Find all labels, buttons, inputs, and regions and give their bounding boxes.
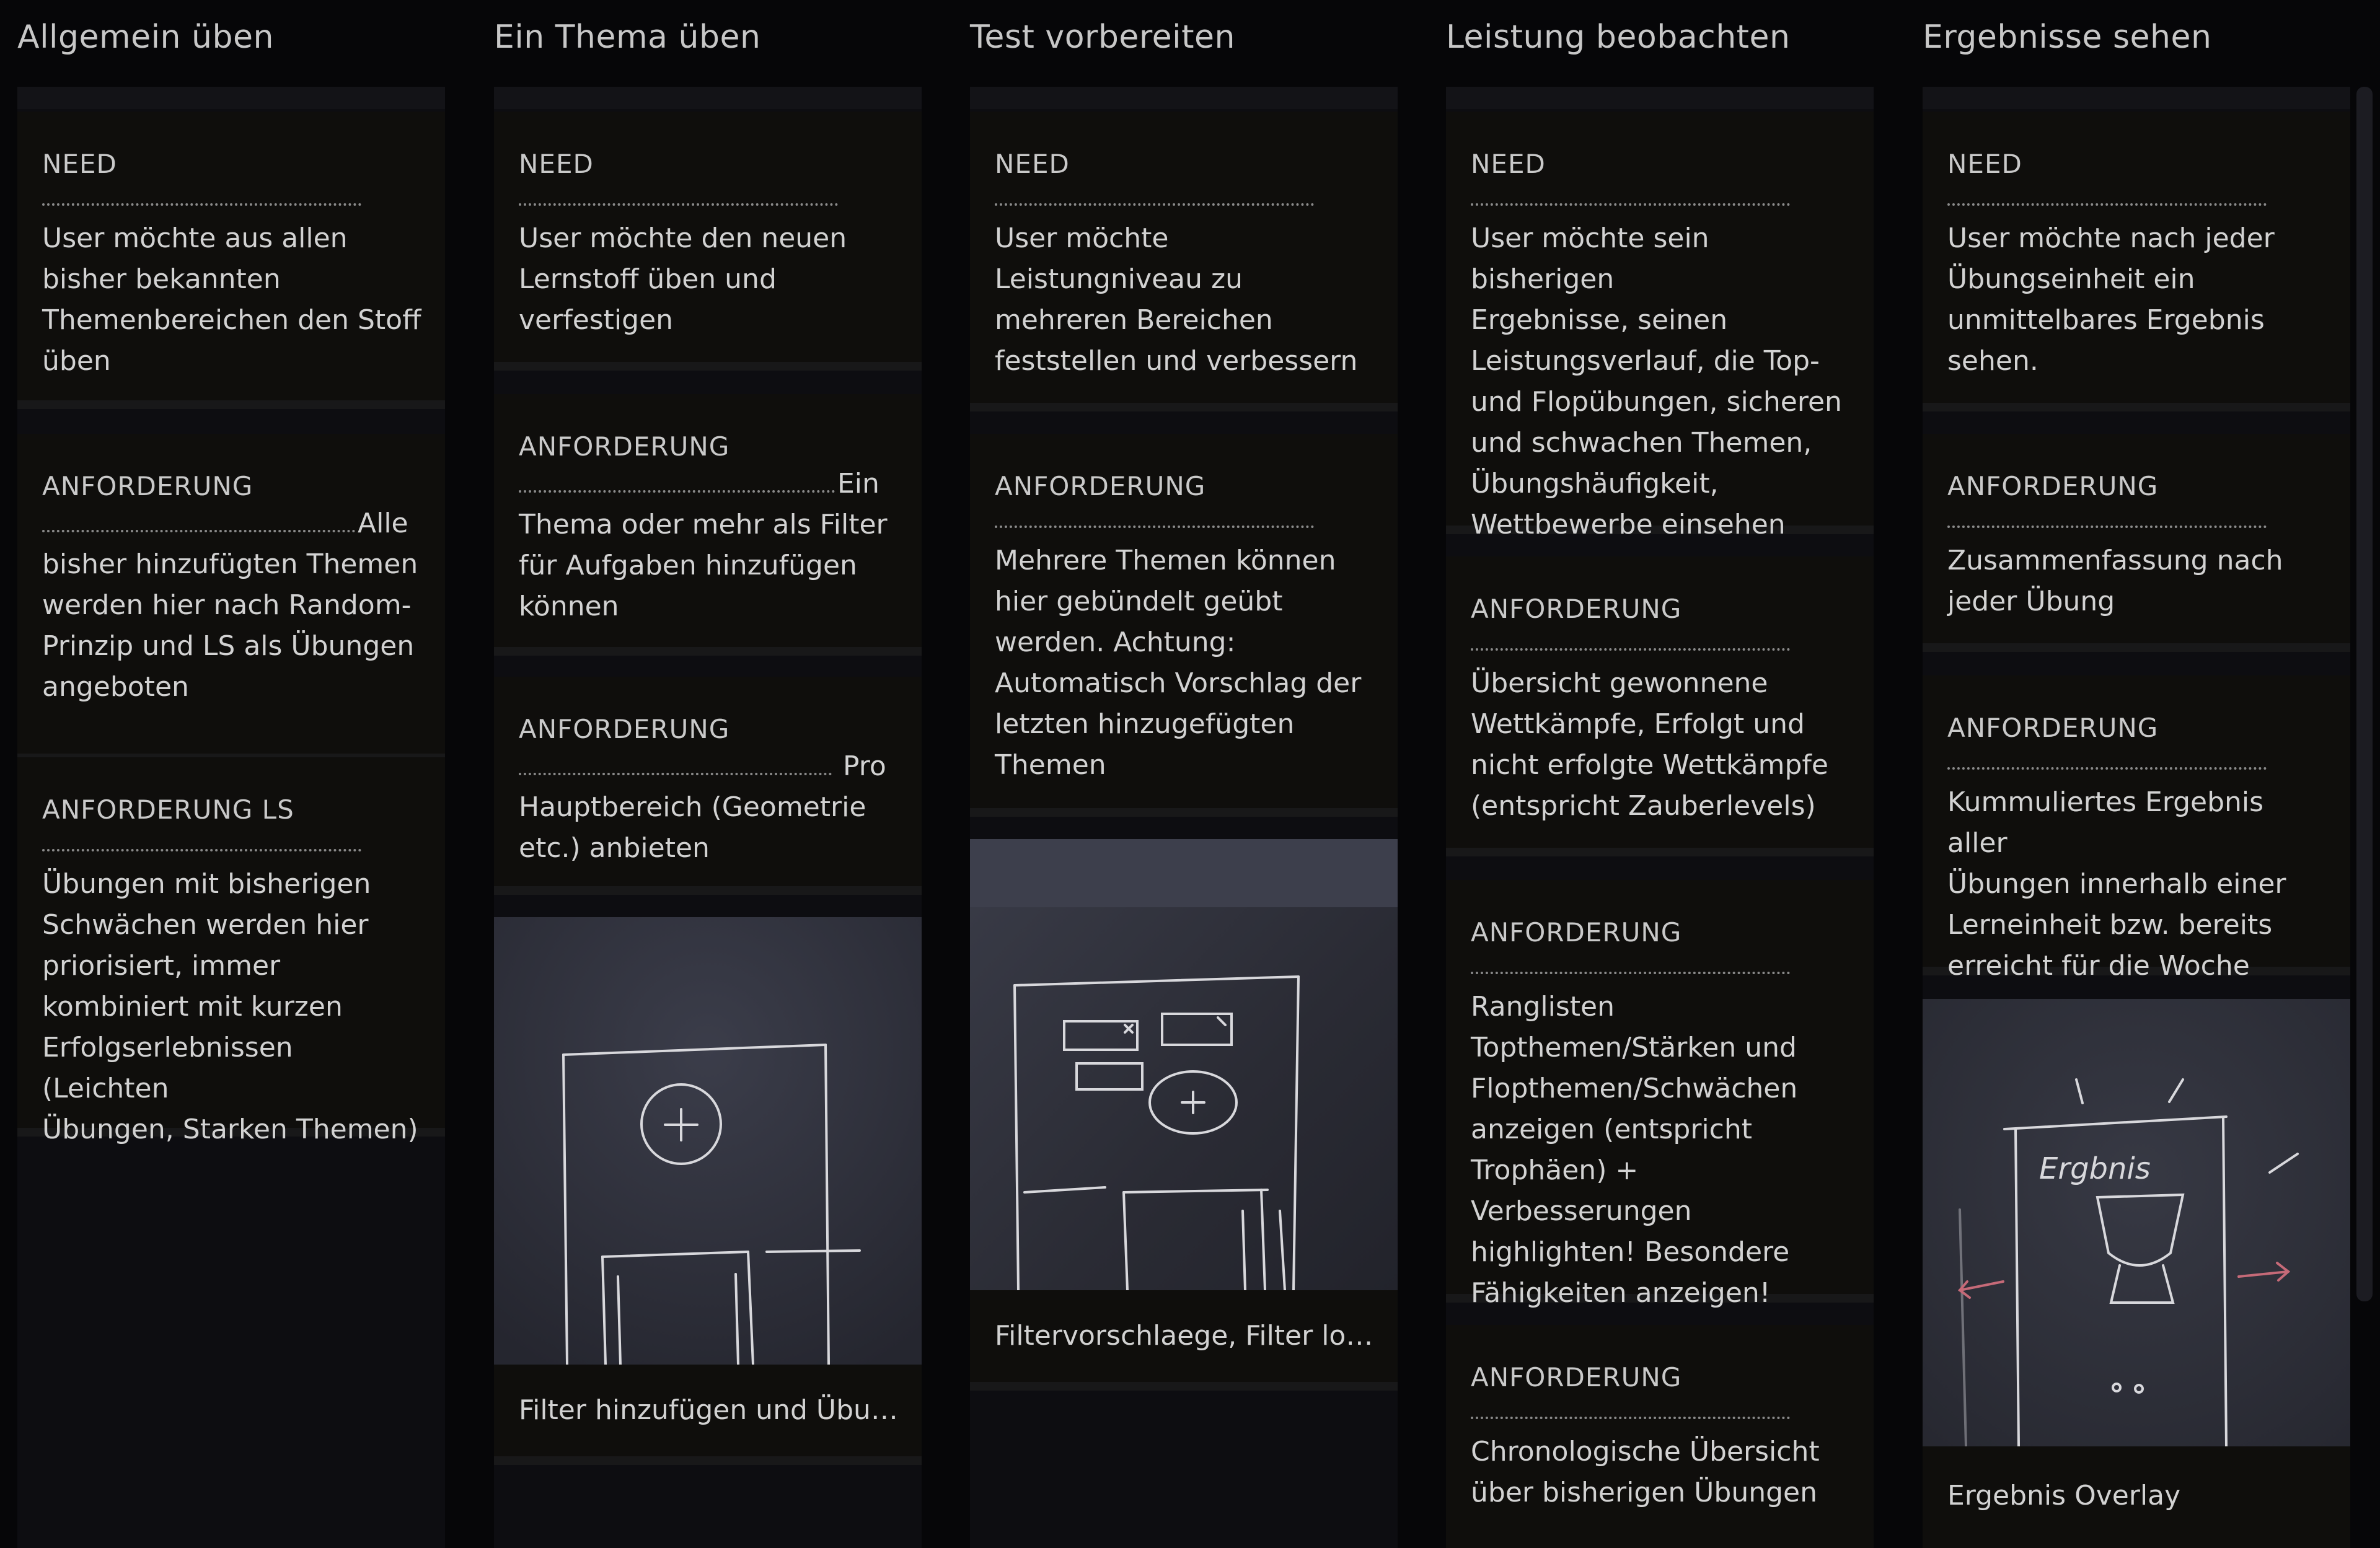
card-text: Thema oder mehr als Filter für Aufgaben hinzufügen können [519,509,888,622]
card-caption: Filter hinzufügen und Übu… [519,1394,898,1426]
card-text: User möchte aus allen bisher bekannten Themenbereichen den Stoff üben [42,222,421,377]
sketch-image [970,839,1398,1290]
column-allgemein-ueben [17,0,445,1548]
card-anforderung[interactable] [1446,880,1874,1309]
dotted-divider [519,773,832,775]
card-label: NEED [1947,149,2022,179]
card-need[interactable] [494,112,922,371]
card-text: Ranglisten Topthemen/Stärken und Flopthemen/Schwächen anzeigen (entspricht Trophäen) + Verbesserungen highlighten! Besondere Fähigkeiten anzeigen! [1471,991,1798,1309]
card-need[interactable] [17,112,445,409]
card-text: Übersicht gewonnene Wettkämpfe, Erfolgt und nicht erfolgte Wettkämpfe (entspricht Zauberlevels) [1471,667,1828,822]
sketch-image [1923,999,2350,1446]
dotted-divider [1947,767,2267,770]
card-text: User möchte den neuen Lernstoff üben und verfestigen [519,222,847,336]
card-label: ANFORDERUNG [995,471,1206,501]
filter-suggestions-sketch-icon [970,839,1398,1290]
card-sketch-ergebnis-overlay[interactable] [1923,999,2350,1548]
result-overlay-sketch-icon [1923,999,2350,1446]
card-label: ANFORDERUNG [42,471,253,501]
card-anforderung[interactable] [17,434,445,762]
column-ein-thema-ueben [494,0,922,1548]
column-test-vorbereiten [970,0,1398,1548]
card-anforderung-ls[interactable] [17,757,445,1145]
lane-header-strip [1446,87,1874,109]
sketch-image [494,917,922,1365]
dotted-divider [519,490,835,493]
card-label: ANFORDERUNG [519,714,730,744]
dotted-divider [42,849,361,851]
lane-header-strip [494,87,922,109]
card-need[interactable] [1446,112,1874,540]
card-label: ANFORDERUNG [1471,1362,1682,1392]
card-text: Übungen mit bisherigen Schwächen werden hier priorisiert, immer kombiniert mit kurzen Erfolgserlebnissen (Leichten Übungen, Starken Themen) [42,868,418,1145]
card-lead-text: Pro [834,750,886,782]
card-label: NEED [519,149,594,179]
column-title[interactable]: Ergebnisse sehen [1923,19,2212,56]
dotted-divider [42,530,355,532]
vertical-scrollbar[interactable] [2356,87,2373,1301]
card-anforderung[interactable] [1923,675,2350,982]
card-label: ANFORDERUNG [1947,713,2159,743]
column-title[interactable]: Leistung beobachten [1446,19,1791,56]
filter-sketch-icon [494,917,922,1365]
column-title[interactable]: Allgemein üben [17,19,274,56]
card-sketch-filtervorschlaege[interactable] [970,839,1398,1391]
card-caption: Ergebnis Overlay [1947,1480,2181,1511]
card-need[interactable] [970,112,1398,411]
card-label: NEED [995,149,1070,179]
card-text: Mehrere Themen können hier gebündelt geübt werden. Achtung: Automatisch Vorschlag der letzten hinzugefügten Themen [995,545,1362,781]
dotted-divider [1471,972,1790,974]
card-anforderung[interactable] [494,677,922,895]
card-label: NEED [1471,149,1546,179]
card-anforderung[interactable] [1923,434,2350,652]
lane-header-strip [1923,87,2350,109]
card-label: ANFORDERUNG [1471,917,1682,948]
card-sketch-filter[interactable] [494,917,922,1465]
card-text: User möchte Leistungniveau zu mehreren Bereichen feststellen und verbessern [995,222,1358,377]
card-lead-line [519,746,903,787]
dotted-divider [1947,526,2267,528]
dotted-divider [995,526,1314,528]
card-need[interactable] [1923,112,2350,411]
card-lead-text: Ein [837,468,879,499]
card-text: Hauptbereich (Geometrie etc.) anbieten [519,791,866,864]
column-leistung-beobachten [1446,0,1874,1548]
card-label: ANFORDERUNG [1471,594,1682,624]
card-lead-line [519,464,903,504]
card-text: bisher hinzufügten Themen werden hier nach Random- Prinzip und LS als Übungen angeboten [42,548,418,703]
dotted-divider [519,203,838,206]
card-text: User möchte sein bisherigen Ergebnisse, seinen Leistungsverlauf, die Top- und Flopübungen, sicheren und schwachen Themen, Übungshäufigkeit, Wettbewerbe einsehen [1471,222,1842,540]
dotted-divider [1947,203,2267,206]
column-ergebnisse-sehen [1923,0,2350,1548]
card-lead-line [42,503,426,544]
card-text: Zusammenfassung nach jeder Übung [1947,545,2283,617]
card-text: Kummuliertes Ergebnis aller Übungen innerhalb einer Lerneinheit bzw. bereits erreicht für die Woche [1947,786,2286,982]
card-anforderung[interactable] [1446,1325,1874,1548]
card-text: User möchte nach jeder Übungseinheit ein unmittelbares Ergebnis sehen. [1947,222,2275,377]
card-label: ANFORDERUNG [519,431,730,462]
card-anforderung[interactable] [970,434,1398,817]
card-label: ANFORDERUNG [1947,471,2159,501]
lane-header-strip [970,87,1398,109]
card-text: Chronologische Übersicht über bisherigen Übungen [1471,1436,1820,1508]
dotted-divider [1471,1417,1790,1419]
column-title[interactable]: Ein Thema üben [494,19,761,56]
lane-header-strip [17,87,445,109]
card-lead-text: Alle [358,508,408,539]
dotted-divider [1471,648,1790,651]
dotted-divider [1471,203,1790,206]
dotted-divider [42,203,361,206]
card-caption: Filtervorschlaege, Filter lo… [995,1320,1373,1352]
dotted-divider [995,203,1314,206]
column-title[interactable]: Test vorbereiten [970,19,1235,56]
card-label: ANFORDERUNG LS [42,794,294,825]
card-label: NEED [42,149,117,179]
card-anforderung[interactable] [1446,556,1874,856]
sketch-handwriting: Ergbnis [2039,1151,2151,1186]
card-anforderung[interactable] [494,394,922,656]
